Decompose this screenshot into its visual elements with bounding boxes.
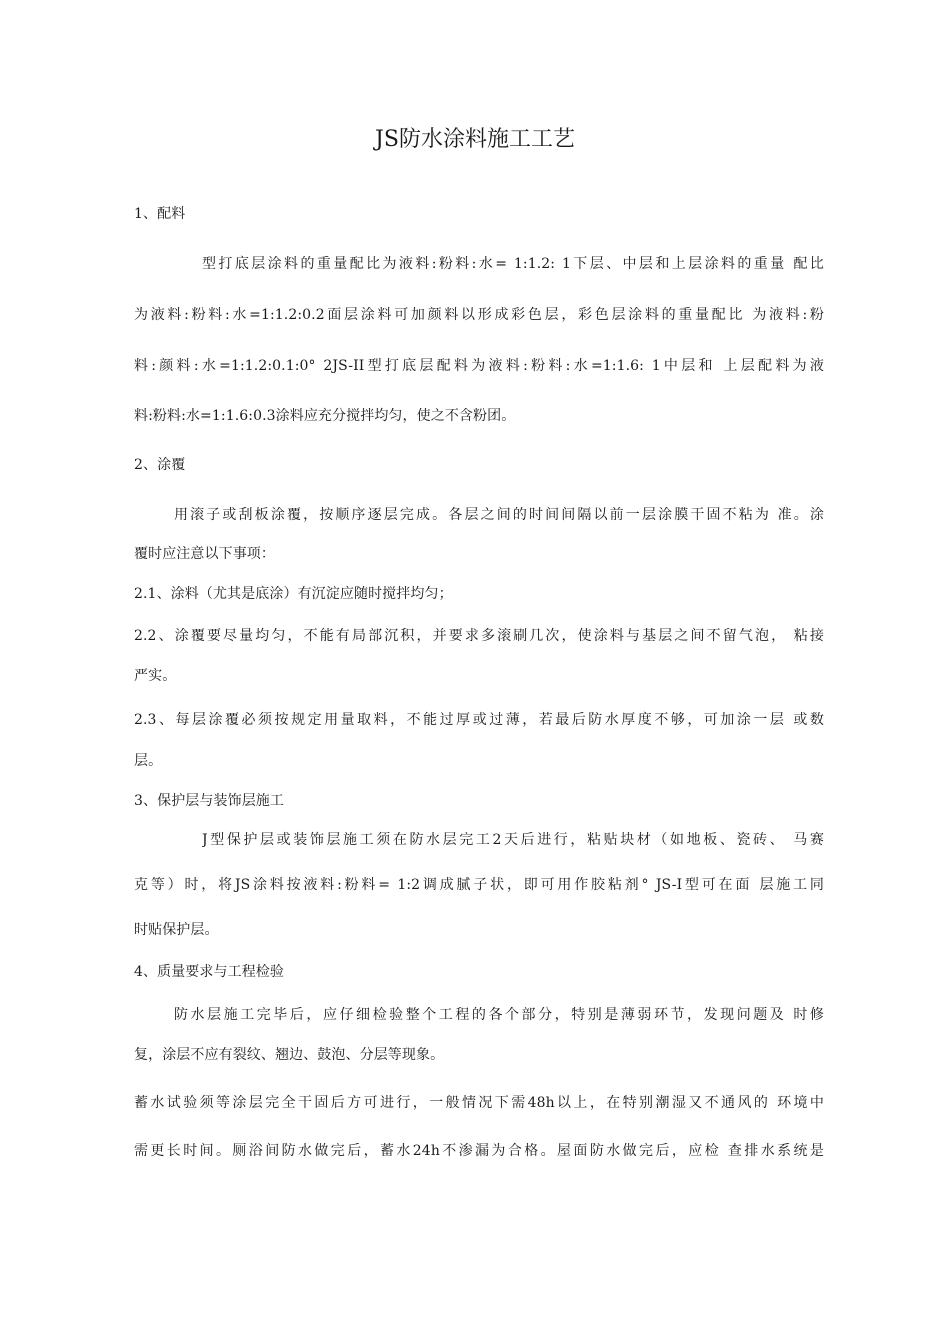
paragraph-line: 严实。 [134,668,177,684]
paragraph-line: 覆时应注意以下事项： [134,546,275,562]
paragraph-line: 层。 [134,753,163,769]
paragraph-line: 时贴保护层。 [134,922,219,938]
paragraph-line: 料:粉料:水=1:1.6:0.3涂料应充分搅拌均匀，使之不含粉团。 [134,408,516,424]
section-heading-3: 3、保护层与装饰层施工 [134,793,285,809]
list-item: 2.1、涂料（尤其是底涂）有沉淀应随时搅拌均匀； [134,586,453,602]
paragraph-line: 克等）时，将JS涂料按液料:粉料= 1:2调成腻子状，即可用作胶粘剂° JS-I型可在面 层施工同 [134,877,824,893]
list-item: 2.2、涂覆要尽量均匀，不能有局部沉积，并要求多滚刷几次，使涂料与基层之间不留气泡， 粘接 [134,628,824,644]
paragraph-line: 复，涂层不应有裂纹、翘边、鼓泡、分层等现象。 [134,1047,445,1063]
paragraph-line: 蓄水试验须等涂层完全干固后方可进行，一般情况下需48h以上，在特别潮湿又不通风的 环境中 [134,1095,824,1111]
list-item: 2.3、每层涂覆必须按规定用量取料，不能过厚或过薄，若最后防水厚度不够，可加涂一层 或数 [134,712,824,728]
section-heading-2: 2、涂覆 [134,457,186,473]
document-title: JS防水涂料施工工艺 [375,127,575,152]
paragraph-line: 需更长时间。厕浴间防水做完后，蓄水24h不渗漏为合格。屋面防水做完后，应检 查排水系统是 [134,1143,824,1159]
paragraph-line: 料:颜料:水=1:1.2:0.1:0° 2JS-II型打底层配料为液料:粉料:水=1:1.6: 1中层和 上层配料为液 [134,358,824,374]
paragraph-line: 为液料:粉料:水=1:1.2:0.2面层涂料可加颜料以形成彩色层，彩色层涂料的重量配比 为液料:粉 [134,307,824,323]
paragraph-line: J型保护层或装饰层施工须在防水层完工2天后进行，粘贴块材（如地板、瓷砖、 马赛 [202,832,824,848]
paragraph-line: 防水层施工完毕后，应仔细检验整个工程的各个部分，特别是薄弱环节，发现问题及 时修 [174,1007,824,1023]
section-heading-4: 4、质量要求与工程检验 [134,964,285,980]
section-heading-1: 1、配料 [134,206,186,222]
paragraph-line: 型打底层涂料的重量配比为液料:粉料:水= 1:1.2: 1下层、中层和上层涂料的重量 配比 [202,256,824,272]
paragraph-line: 用滚子或刮板涂覆，按顺序逐层完成。各层之间的时间间隔以前一层涂膜干固不粘为 准。涂 [174,507,824,523]
